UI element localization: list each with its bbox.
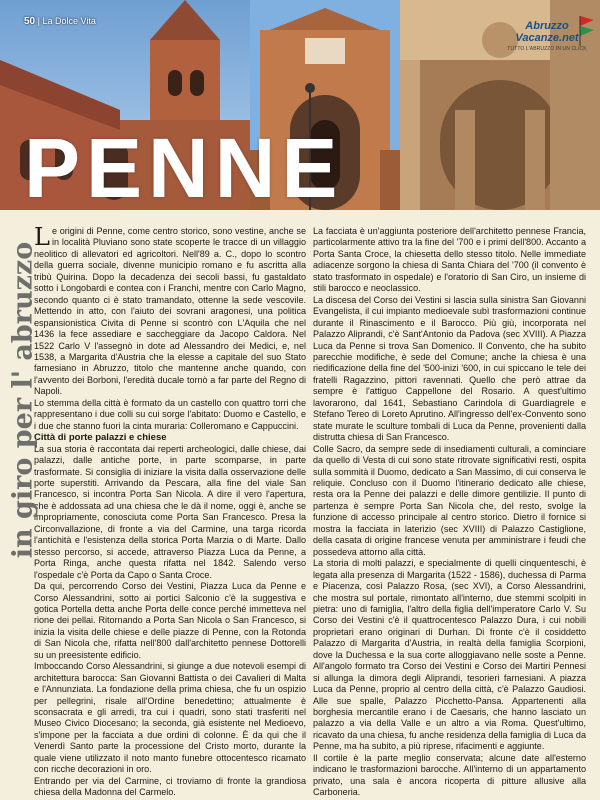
- section-subheading: Città di porte palazzi e chiese: [34, 432, 167, 444]
- article-paragraph: Entrando per via del Carmine, ci troviamo di fronte la grandiosa chiesa della Madonna del Carmelo.: [34, 775, 306, 798]
- section-name: | La Dolce Vita: [37, 16, 96, 26]
- logo-line-2: Vacanze.net: [515, 32, 579, 44]
- drop-cap: L: [34, 223, 50, 251]
- article-paragraph: La discesa del Corso dei Vestini si lascia sulla sinistra San Giovanni Evangelista, il cui impianto medioevale subì trasformazioni continue durante il Rinascimento e il Barocco. Più giù, incorporata nel Palazzo Aliprandi, c'è Sant'Antonio da Padova (sec XVIII). A Piazza Luca da Penne si trova San Domenico. Il Convento, che ha subito parecchie modifiche, è sede del Comune; anche la chiesa è una riedificazione della fine del '500-inizi '600, in cui spiccano le tele dei fratelli Ragazzino, pittori ravennati. Quello che però attrae da sempre è l'attiguo Cappellone del Rosario. A quest'ultimo lavorarono, dal 1641, Sebastiano Carindola di Guardiagrele e Stefano Tereo di Loreto Aprutino. All'ingresso dell'ex-Convento sono state murate le sculture tombali di Luca da Penne, provenienti dalla distrutta chiesa di San Francesco.: [313, 294, 586, 443]
- article-column-1: [34, 223, 306, 799]
- article-paragraph: Colle Sacro, da sempre sede di insediamenti culturali, a cominciare da quello di Vesta di cui sono state ritrovate significativi resti, ospita sulla sommità il Duomo, dedicato a San Massimo, di cui conserva le reliquie. Concluso con il Duomo l'itinerario dedicato alle chiese, resta ora la Penne dei palazzi e delle dimore gentilizie. Il punto di partenza è sempre Porta San Nicola che, del resto, svolge la funzione di accesso principale al centro storico. Dietro il fornice si mostra la facciata in laterizio (sec XVIII) di Palazzo Castiglione, della casata di origine francese venuta per amministrare i feudi che possedeva attorno alla città.: [313, 443, 586, 557]
- article-paragraph: Imboccando Corso Alessandrini, si giunge a due notevoli esempi di architettura barocca: San Giovanni Battista o dei Cavalieri di Malta e l'Annunziata. La fondazione della prima chiesa, che fu un ospizio per pellegrini, risale all'Ordine benedettino; attualmente è sconsacrata e gli arredi, tra cui i quadri, sono stati trasferiti nel Museo Civico Diocesano; la seconda, già esistente nel Medioevo, s'impone per la facciata a due ordini di colonne. È da qui che il Venerdì Santo parte la processione del Cristo morto, durante la quale viene utilizzato il noto manto funebre ottocentesco ricamato con ricche decorazioni in oro.: [34, 661, 306, 775]
- article-paragraph: La facciata è un'aggiunta posteriore dell'architetto pennese Francia, particolarmente attivo tra la fine del '700 e i primi dell'800. Accanto a Porta Santa Croce, la chiesetta dello stesso titolo. Nelle immediate adiacenze sorgono la chiesa di Santa Chiara del '700 (il convento è stato trasformato in ospedale) e l'oratorio di San Ciro, un insieme di stili barocco e neoclassico.: [313, 226, 586, 294]
- article-paragraph: La storia di molti palazzi, e specialmente di quelli cinquenteschi, è legata alla presenza di Margarita (1522 - 1586), duchessa di Parma e Piacenza, così Palazzo Rosa, (sec XVI), a Corso Alessandrini, che mostra sul portale, rimontato all'interno, due stemmi scolpiti in pietra: uno di famiglia, l'altro della figlia dell'imperatore Carlo V. Su Corso dei Vestini c'è il quattrocentesco Palazzo Dura, i cui nobili proprietari erano originari di Durhan. Di fronte c'è il cosiddetto Palazzo di Margarita d'Austria, in realtà della famiglia Scorpioni, dove la Duchessa e la sua corte alloggiavano nelle soste a Penne. All'angolo formato tra Corso dei Vestini e Corso dei Martiri Pennesi si allunga la dimora degli Aliprandi, tesorieri farnesiani. A piazza Luca da Penne, proprio al centro della città, c'è Palazzo Gaudiosi. Alle sue spalle, Palazzo Picchetto-Pansa. Appartenenti alla borghesia mercantile erano i de Caesaris, che hanno lasciato un palazzo a via della Valle e un altro a via Roma. Quest'ultimo, ricavato da una chiesa, fu anche residenza della famiglia di Luca da Penne, ma ha subito, a più riprese, rifacimenti e aggiunte.: [313, 558, 586, 752]
- abruzzo-vacanze-logo: [500, 20, 594, 52]
- logo-tagline: TUTTO L'ABRUZZO IN UN CLICK: [507, 46, 587, 52]
- page-number-value: 50: [24, 16, 36, 27]
- vertical-section-label: [8, 220, 38, 580]
- article-paragraph: Il cortile è la parte meglio conservata; alcune date all'esterno indicano le trasformazioni barocche. All'interno di un appartamento privato, una sala è ancora ricoperta di pitture allusive alla Carboneria.: [313, 752, 586, 798]
- vertical-label-text: in giro per l' abruzzo: [7, 241, 39, 559]
- page-number: [24, 16, 96, 27]
- logo-line-1: Abruzzo: [525, 20, 569, 32]
- article-column-2: [313, 226, 586, 799]
- paragraph-text: e origini di Penne, come centro storico, sono vestine, anche se in località Pluviano sono state scoperte le tracce di un villaggio neolitico di allevatori ed agricoltori. Nell'89 a. C., dopo lo scontro della guerra sociale, divenne municipio romano e fu ascritta alla tribù Quirina. Dopo la decadenza dei secoli bassi, fu gastaldato sotto i Longobardi e contea con i Franchi, mentre con Carlo Magno, secondo quanto ci è stato tramandato, ottenne la sede vescovile. Mettendo in atto, con l'aiuto dei sovrani aragonesi, una politica espansionistica Civita di Penne si scontrò con L'Aquila che nel 1436 la fece assediare e saccheggiare da Jacopo Caldora. Nel 1522 Carlo V l'assegnò in dote ad Alessandro dei Medici, e, nel 1538, a Margarita d'Austria che la elesse a capitale del suo Stato farnesiano in Abruzzo, titolo che mantenne anche quando, con l'avvento dei Borboni, l'eredità ducale tornò a far parte del Regno di Napoli.: [34, 226, 306, 397]
- page-title: PENNE: [24, 121, 344, 215]
- article-paragraph: Lo stemma della città è formato da un castello con quattro torri che rappresentano i due colli su cui sorge l'abitato: Duomo e Castello, e i due che stanno fuori la cinta muraria: Colleromano e Cappuccini.: [34, 397, 306, 431]
- flag-icon: [578, 16, 594, 46]
- article-paragraph: Da qui, percorrendo Corso dei Vestini, Piazza Luca da Penne e Corso Alessandrini, sotto ai portici Salconio c'è la suggestiva e gotica Portella detta anche Porta delle conce perché immetteva nel rione dei pellai. Ritornando a Porta San Nicola o San Francesco, si inizia la visita delle chiese e delle piazze di Penne, con la Rotonda di San Nicola che, rifatta nell'800 dall'architetto pennese Dottorelli su un preesistente edificio.: [34, 581, 306, 660]
- article-paragraph: La sua storia è raccontata dai reperti archeologici, dalle chiese, dai palazzi, dalle antiche porte, in parte scomparse, in parte trasformate. Si consiglia di iniziare la visita dalla osservazione delle porte superstiti. Arrivando da Pescara, alla fine del viale San Francesco, si incontra Porta San Nicola. A dire il vero l'apertura, che è addossata ad una chiesa che le dà il nome, oggi è, anche se impropriamente, conosciuta come Porta San Francesco. Presa la Circonvallazione, di fronte a via del Carmine, una targa ricorda l'antichità e l'esistenza della storica Porta Marzia o di Marte. Dallo stesso percorso, si accede, attraverso Piazza Luca da Penne, a Porta Ringa, anche questa rifatta nel 1842. Salendo verso l'ospedale c'è Porta da Capo o Santa Croce.: [34, 443, 306, 580]
- article-paragraph: [34, 223, 306, 398]
